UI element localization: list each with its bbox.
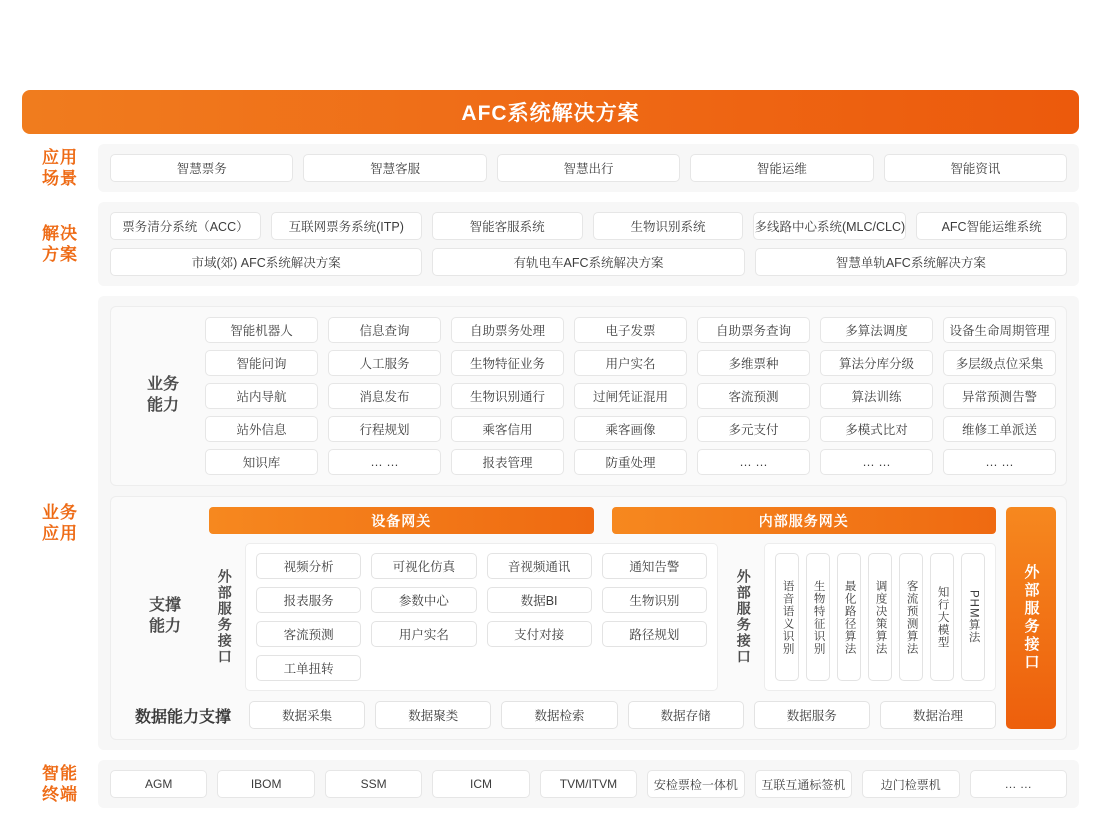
service-item[interactable]: 报表服务 [256, 587, 361, 613]
capability-item[interactable]: 算法分库分级 [820, 350, 933, 376]
algorithm-item[interactable]: 调度决策算法 [868, 553, 892, 681]
terminal-item[interactable]: … … [970, 770, 1067, 798]
scenario-item[interactable]: 智慧出行 [497, 154, 680, 182]
scenarios-body [98, 144, 1079, 192]
section-label-terminals: 智能 终端 [42, 763, 78, 804]
capability-item[interactable]: 多维票种 [697, 350, 810, 376]
data-capability-row [121, 701, 996, 729]
support-capability-panel [110, 496, 1067, 740]
solution-item[interactable]: 互联网票务系统(ITP) [271, 212, 422, 240]
data-capability-title: 数据能力支撑 [135, 708, 232, 726]
capability-item[interactable]: 多元支付 [697, 416, 810, 442]
algorithm-item[interactable]: 知行大模型 [930, 553, 954, 681]
service-item-empty [602, 655, 707, 681]
capability-item[interactable]: 生物识别通行 [451, 383, 564, 409]
algorithm-box [764, 543, 996, 691]
section-solutions [22, 202, 1079, 286]
data-item[interactable]: 数据采集 [249, 701, 365, 729]
capability-item[interactable]: 人工服务 [328, 350, 441, 376]
capability-item[interactable]: 乘客画像 [574, 416, 687, 442]
capability-item[interactable]: 维修工单派送 [943, 416, 1056, 442]
data-item[interactable]: 数据检索 [501, 701, 617, 729]
capability-item[interactable]: 智能机器人 [205, 317, 318, 343]
scenario-item[interactable]: 智能运维 [690, 154, 873, 182]
external-service-interface-mid: 外部服务接口 [735, 569, 752, 665]
business-capability-grid [205, 317, 1056, 475]
service-item[interactable]: 路径规划 [602, 621, 707, 647]
solution-item[interactable]: 多线路中心系统(MLC/CLC) [753, 212, 906, 240]
section-terminals [22, 760, 1079, 808]
capability-item[interactable]: 信息查询 [328, 317, 441, 343]
capability-item[interactable]: … … [943, 449, 1056, 475]
capability-item[interactable]: 智能问询 [205, 350, 318, 376]
capability-item[interactable]: 多层级点位采集 [943, 350, 1056, 376]
terminal-item[interactable]: 安检票检一体机 [647, 770, 744, 798]
service-item[interactable]: 视频分析 [256, 553, 361, 579]
data-item[interactable]: 数据治理 [880, 701, 996, 729]
service-item[interactable]: 客流预测 [256, 621, 361, 647]
gateway-row [121, 507, 996, 534]
solution-item[interactable]: AFC智能运维系统 [916, 212, 1067, 240]
service-grid [256, 553, 707, 681]
algorithm-item[interactable]: PHM算法 [961, 553, 985, 681]
terminal-item[interactable]: ICM [432, 770, 529, 798]
capability-item[interactable]: … … [697, 449, 810, 475]
capability-item[interactable]: 电子发票 [574, 317, 687, 343]
capability-item[interactable]: … … [328, 449, 441, 475]
capability-item[interactable]: 报表管理 [451, 449, 564, 475]
section-label-business: 业务 应用 [42, 502, 78, 543]
terminal-item[interactable]: 边门检票机 [862, 770, 959, 798]
capability-item[interactable]: 站内导航 [205, 383, 318, 409]
capability-item[interactable]: 行程规划 [328, 416, 441, 442]
solution-item[interactable]: 智慧单轨AFC系统解决方案 [755, 248, 1067, 276]
terminals-body [98, 760, 1079, 808]
scenarios-chip-row [110, 154, 1067, 182]
algorithm-item[interactable]: 生物特征识别 [806, 553, 830, 681]
page-title: AFC系统解决方案 [22, 90, 1079, 134]
data-item[interactable]: 数据服务 [754, 701, 870, 729]
device-gateway[interactable]: 设备网关 [209, 507, 594, 534]
terminals-chip-row [110, 770, 1067, 798]
external-service-interface-left: 外部服务接口 [216, 569, 233, 665]
service-item[interactable]: 数据BI [487, 587, 592, 613]
algorithm-item[interactable]: 最化路径算法 [837, 553, 861, 681]
support-capability-title: 支撑 能力 [148, 597, 181, 635]
capability-item[interactable]: 自助票务查询 [697, 317, 810, 343]
service-item[interactable]: 生物识别 [602, 587, 707, 613]
capability-item[interactable]: 乘客信用 [451, 416, 564, 442]
service-item-empty [371, 655, 476, 681]
capability-item[interactable]: 消息发布 [328, 383, 441, 409]
capability-item[interactable]: … … [820, 449, 933, 475]
capability-item[interactable]: 防重处理 [574, 449, 687, 475]
solution-item[interactable]: 票务清分系统（ACC） [110, 212, 261, 240]
service-item-empty [487, 655, 592, 681]
capability-item[interactable]: 生物特征业务 [451, 350, 564, 376]
support-content-row [121, 543, 996, 691]
section-business [22, 296, 1079, 750]
business-capability-panel [110, 306, 1067, 486]
capability-item[interactable]: 自助票务处理 [451, 317, 564, 343]
service-item[interactable]: 音视频通讯 [487, 553, 592, 579]
business-body [98, 296, 1079, 750]
capability-item[interactable]: 多算法调度 [820, 317, 933, 343]
solutions-chip-row-1 [110, 212, 1067, 240]
capability-item[interactable]: 知识库 [205, 449, 318, 475]
internal-service-gateway[interactable]: 内部服务网关 [612, 507, 997, 534]
solution-item[interactable]: 智能客服系统 [432, 212, 583, 240]
data-item[interactable]: 数据存储 [628, 701, 744, 729]
service-item[interactable]: 支付对接 [487, 621, 592, 647]
terminal-item[interactable]: TVM/ITVM [540, 770, 637, 798]
capability-item[interactable]: 异常预测告警 [943, 383, 1056, 409]
capability-item[interactable]: 客流预测 [697, 383, 810, 409]
solutions-chip-row-2 [110, 248, 1067, 276]
scenario-item[interactable]: 智慧票务 [110, 154, 293, 182]
service-item[interactable]: 可视化仿真 [371, 553, 476, 579]
service-capability-box [245, 543, 718, 691]
section-scenarios [22, 144, 1079, 192]
solution-item[interactable]: 市域(郊) AFC系统解决方案 [110, 248, 422, 276]
capability-item[interactable]: 用户实名 [574, 350, 687, 376]
capability-item[interactable]: 多模式比对 [820, 416, 933, 442]
service-item[interactable]: 工单扭转 [256, 655, 361, 681]
service-item[interactable]: 参数中心 [371, 587, 476, 613]
terminal-item[interactable]: AGM [110, 770, 207, 798]
terminal-item[interactable]: IBOM [217, 770, 314, 798]
capability-item[interactable]: 设备生命周期管理 [943, 317, 1056, 343]
scenario-item[interactable]: 智能资讯 [884, 154, 1067, 182]
terminal-item[interactable]: 互联互通标签机 [755, 770, 852, 798]
service-item[interactable]: 通知告警 [602, 553, 707, 579]
external-service-interface-right[interactable]: 外部服务接口 [1006, 507, 1056, 729]
data-item[interactable]: 数据聚类 [375, 701, 491, 729]
algorithm-item[interactable]: 语音语义识别 [775, 553, 799, 681]
solution-item[interactable]: 有轨电车AFC系统解决方案 [432, 248, 744, 276]
section-label-scenarios: 应用 场景 [42, 147, 78, 188]
service-item[interactable]: 用户实名 [371, 621, 476, 647]
capability-item[interactable]: 算法训练 [820, 383, 933, 409]
algorithm-item[interactable]: 客流预测算法 [899, 553, 923, 681]
solutions-body [98, 202, 1079, 286]
support-left-column [121, 507, 996, 729]
section-label-solutions: 解决 方案 [42, 223, 78, 264]
solution-item[interactable]: 生物识别系统 [593, 212, 744, 240]
terminal-item[interactable]: SSM [325, 770, 422, 798]
scenario-item[interactable]: 智慧客服 [303, 154, 486, 182]
capability-item[interactable]: 过闸凭证混用 [574, 383, 687, 409]
business-capability-title: 业务 能力 [146, 376, 179, 414]
capability-item[interactable]: 站外信息 [205, 416, 318, 442]
